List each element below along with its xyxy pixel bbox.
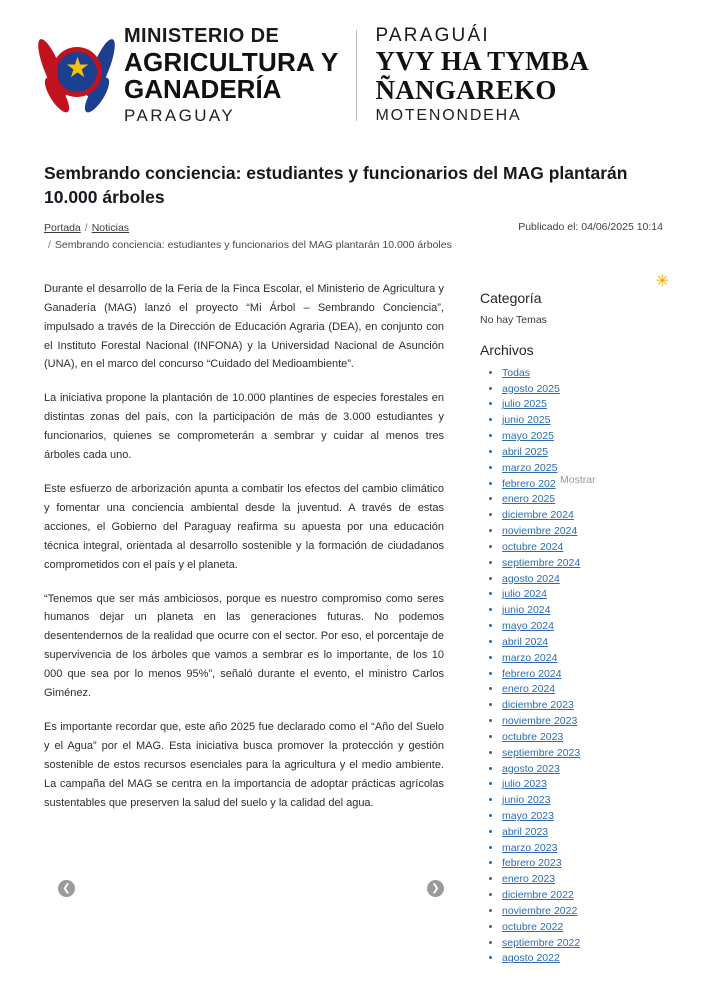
breadcrumb-separator-2: / [48, 239, 51, 252]
archive-link[interactable]: febrero 202 [502, 477, 556, 490]
list-item[interactable] [502, 508, 663, 523]
archive-link[interactable]: octubre 2023 [502, 730, 564, 743]
archive-link[interactable]: julio 2025 [502, 398, 547, 411]
sidebar-category-empty: No hay Temas [480, 313, 547, 326]
breadcrumb-current: Sembrando conciencia: estudiantes y funcionarios del MAG plantarán 10.000 árboles [54, 239, 452, 252]
list-item[interactable] [502, 888, 663, 903]
list-item[interactable] [502, 366, 663, 381]
header-divider [356, 30, 357, 121]
article-header [0, 161, 707, 254]
list-item[interactable] [502, 841, 663, 856]
list-item[interactable] [502, 809, 663, 824]
archive-link[interactable]: enero 2024 [502, 683, 556, 696]
archive-link[interactable]: abril 2023 [502, 825, 549, 838]
mag-paraguay-crest-icon: ★ [44, 29, 110, 121]
list-item[interactable] [502, 445, 663, 460]
archive-link[interactable]: febrero 2023 [502, 857, 562, 870]
list-item[interactable] [502, 904, 663, 919]
archive-link[interactable]: octubre 2024 [502, 540, 564, 553]
list-item[interactable] [502, 635, 663, 650]
list-item[interactable] [502, 492, 663, 507]
archive-link[interactable]: mayo 2024 [502, 620, 554, 633]
list-item[interactable] [502, 382, 663, 397]
list-item[interactable] [502, 936, 663, 951]
archive-link[interactable]: mayo 2023 [502, 810, 554, 822]
breadcrumb [44, 220, 452, 254]
list-item[interactable] [502, 856, 663, 871]
list-item[interactable] [502, 603, 663, 618]
brand-right-line2: YVY HA TYMBA [375, 45, 590, 76]
brand-left-line4: PARAGUAY [124, 105, 236, 125]
archive-link[interactable]: febrero 2024 [502, 667, 562, 680]
sidebar-heading-categoria: Categoría [480, 289, 542, 306]
list-item[interactable] [502, 667, 663, 682]
published-date: Publicado el: 04/06/2025 10:14 [518, 221, 663, 234]
list-item[interactable] [502, 698, 663, 713]
archive-link[interactable]: septiembre 2023 [502, 746, 581, 759]
brand-left-line3: GANADERÍA [124, 74, 282, 105]
list-item[interactable] [502, 920, 663, 935]
list-item[interactable] [502, 556, 663, 571]
archive-link[interactable]: noviembre 2023 [502, 715, 578, 728]
breadcrumb-separator: / [84, 222, 88, 235]
brand-right-line3: ÑANGAREKO [375, 74, 557, 105]
brand-left [124, 26, 356, 124]
archive-link[interactable]: abril 2024 [502, 635, 549, 648]
list-item[interactable] [502, 730, 663, 745]
article-paragraph: Durante el desarrollo de la Feria de la Finca Escolar, el Ministerio de Agricultura y Ganadería (MAG) lanzó el proyecto “Mi Árbol – Sembrando Conciencia”, impulsado a través de la Dirección de Educación Agraria (DEA), en conjunto con el Instituto Forestal Nacional (INFONA) y la Universidad Nacional de Asunción (UNA), en el marco del concurso “Cuidado del Medioambiente”. [44, 282, 444, 371]
list-item[interactable] [502, 397, 663, 412]
archive-link[interactable]: junio 2025 [502, 414, 551, 427]
archive-link[interactable]: octubre 2022 [502, 920, 564, 933]
list-item[interactable] [502, 587, 663, 602]
list-item[interactable] [502, 762, 663, 777]
article-paragraph: “Tenemos que ser más ambiciosos, porque es nuestro compromiso como seres humanos dejar un planeta en las generaciones futuras. No podemos desentendernos de la realidad que ocurre con el sector. Por eso, el porcentaje de supervivencia de los árboles que vamos a sembrar es lo importante, de los 10 000 que sea por lo menos 95%”, señaló durante el evento, el ministro Carlos Giménez. [44, 592, 444, 700]
archive-link[interactable]: marzo 2023 [502, 841, 558, 854]
archive-link[interactable]: enero 2023 [502, 873, 556, 886]
list-item[interactable] [502, 540, 663, 555]
archive-link[interactable]: agosto 2024 [502, 572, 560, 585]
breadcrumb-item-noticias[interactable]: Noticias [91, 222, 130, 235]
archive-link[interactable]: agosto 2023 [502, 762, 560, 775]
archive-link[interactable]: mayo 2025 [502, 430, 554, 443]
archive-link[interactable]: Todas [502, 366, 531, 379]
archive-link[interactable]: agosto 2025 [502, 382, 560, 395]
chevron-left-icon[interactable]: ❮ [58, 880, 75, 897]
archive-link[interactable]: marzo 2024 [502, 651, 558, 664]
list-item[interactable] [502, 619, 663, 634]
archive-link[interactable]: junio 2024 [502, 604, 551, 617]
brand-right-line4: MOTENONDEHA [375, 106, 522, 124]
archive-link[interactable]: septiembre 2024 [502, 556, 581, 569]
archive-link[interactable]: noviembre 2022 [502, 904, 578, 917]
archive-link[interactable]: noviembre 2024 [502, 525, 578, 538]
list-item[interactable] [502, 524, 663, 539]
archive-link[interactable]: marzo 2025 [502, 461, 558, 474]
article-paragraph: Este esfuerzo de arborización apunta a combatir los efectos del cambio climático y fomentar una conciencia ambiental desde la juventud. A través de estas acciones, el Gobierno del Paraguay reafirma su apuesta por una educación técnica integral, orientada al desarrollo sostenible y la formación de ciudadanos comprometidos con el país y el planeta. [44, 482, 444, 571]
page-title: Sembrando conciencia: estudiantes y funcionarios del MAG plantarán 10.000 árboles [44, 162, 628, 208]
asterisk-spinner-icon: ✳ [655, 272, 669, 290]
list-item[interactable] [502, 746, 663, 761]
archive-link[interactable]: junio 2023 [502, 794, 551, 807]
list-item[interactable] [502, 872, 663, 887]
brand-left-line1: MINISTERIO DE [124, 25, 280, 48]
archive-link[interactable]: diciembre 2022 [502, 889, 574, 902]
sidebar [476, 272, 669, 967]
list-item[interactable] [502, 572, 663, 587]
archive-link[interactable]: diciembre 2024 [502, 509, 574, 522]
archive-link[interactable]: agosto 2022 [502, 952, 560, 965]
list-item[interactable] [502, 825, 663, 840]
list-item[interactable] [502, 413, 663, 428]
list-item[interactable] [502, 793, 663, 808]
breadcrumb-item-portada[interactable]: Portada [44, 222, 81, 235]
archive-link[interactable]: septiembre 2022 [502, 936, 581, 949]
chevron-right-icon[interactable]: ❯ [427, 880, 444, 897]
brand-right [375, 26, 589, 125]
article-layout [0, 272, 707, 967]
archive-link[interactable]: julio 2024 [502, 588, 547, 601]
list-item[interactable] [502, 429, 663, 444]
sidebar-heading-archivos: Archivos [480, 341, 534, 358]
archive-link[interactable]: julio 2023 [502, 778, 547, 791]
list-item[interactable] [502, 951, 663, 966]
archive-link[interactable]: diciembre 2023 [502, 699, 574, 712]
list-item[interactable] [502, 682, 663, 697]
article-body [44, 280, 444, 967]
list-item[interactable] [502, 651, 663, 666]
brand-right-line1: PARAGUÁI [375, 25, 490, 46]
article-meta [44, 220, 663, 254]
archives-list [480, 366, 663, 967]
site-header [0, 0, 707, 139]
list-item[interactable] [502, 777, 663, 792]
list-item[interactable] [502, 714, 663, 729]
article-paragraph: Es importante recordar que, este año 2025 fue declarado como el “Año del Suelo y el Agua” por el MAG. Esta iniciativa busca promover la protección y gestión sostenible de estos recursos esenciales para la agricultura y el medio ambiente. La campaña del MAG se centra en la importancia de adoptar prácticas agrícolas sustentables que preserven la salud del suelo y la calidad del agua. [44, 720, 444, 809]
article-paragraph: La iniciativa propone la plantación de 10.000 plantines de especies forestales en distintas zonas del país, con la participación de más de 3.000 estudiantes y funcionarios, quienes se comprometerán a sembrar y cuidar al menos tres árboles cada uno. [44, 392, 444, 462]
brand-left-line2: AGRICULTURA Y [124, 46, 339, 77]
mostrar-label: Mostrar [560, 473, 596, 486]
archive-link[interactable]: abril 2025 [502, 445, 549, 458]
archive-link[interactable]: enero 2025 [502, 493, 556, 506]
